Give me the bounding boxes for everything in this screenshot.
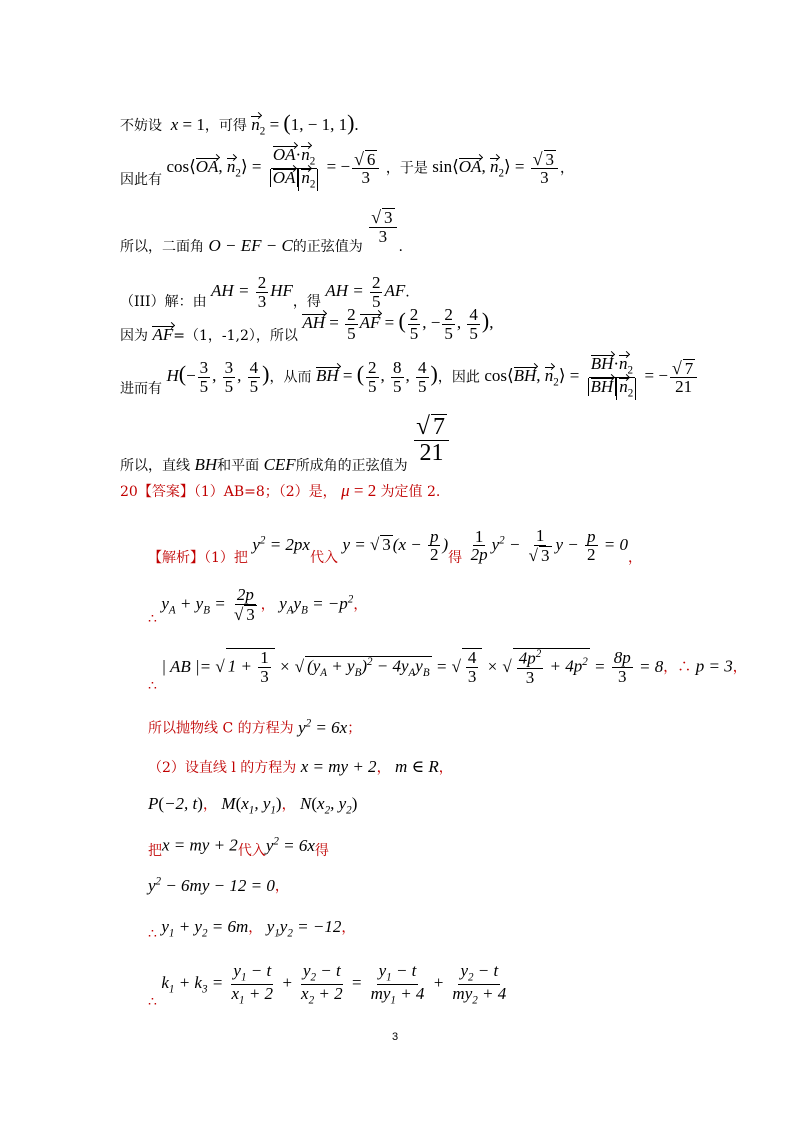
- math: $y^2 = 6x$: [265, 835, 315, 855]
- text: 把: [148, 842, 162, 859]
- math: $y^2 - 6my - 12 = 0$: [148, 875, 275, 895]
- line-h-point: [120, 355, 699, 400]
- line-dihedral-angle: 所以，二面角 O − EF − C的正弦值为 $\frac{√ 3}{3}$ .: [120, 207, 403, 255]
- math: O − EF − C: [208, 235, 293, 255]
- math: $\frac{√ 3}{3}$: [367, 216, 398, 235]
- math: x = my + 2: [162, 835, 238, 855]
- therefore-symbol: ∴: [148, 677, 157, 694]
- page-number: 3: [392, 1031, 399, 1043]
- text: 为定值 2.: [380, 484, 441, 500]
- math: BH = ( $\frac{2}{5}$ , $\frac{8}{5}$ , $\frac{4}{5}$ ): [315, 358, 438, 396]
- line-solution-1: 【解析】（1）把 $y^2 = 2px$代入 y = √ 3 (x − $\frac{p}{2}$ )得 $\frac{1}{2p}$ $y^2$ − $\frac{1}{√ 3}$ y − $\frac{p}{2}$ = 0，: [148, 526, 643, 566]
- math: p = 3: [695, 656, 733, 676]
- math: = 2: [349, 481, 381, 500]
- therefore-symbol: ∴: [148, 926, 157, 942]
- line-part3: （III）解：由 AH = $\frac{2}{3}$ HF，得 AH = $\frac{2}{5}$ AF.: [120, 273, 410, 311]
- line-slope-sum: [148, 961, 510, 1011]
- line-af-vector: [120, 306, 493, 343]
- text: 20【答案】（1）AB=8；（2）是，: [120, 484, 337, 500]
- therefore-symbol: ∴: [148, 610, 157, 627]
- text: 得: [448, 549, 463, 566]
- math: $n_2 = (1$, − 1, 1).: [251, 110, 359, 138]
- math: $N(x_2$, $y_2$): [300, 794, 358, 817]
- text: 所成角的正弦值为: [295, 457, 408, 474]
- line-ab-length: ∴ | AB |= √ 1 + $\frac{1}{3}$ × √ $(y_A + y_B)^2 - 4y_Ay_B$ = √ $\frac{4}{3}$ × √ $\frac{4p^2}{3}$ + $4p^2$ = $\frac{8p}{3}$ = 8，∴ p = 3，: [148, 648, 747, 694]
- text: 因此有: [120, 172, 162, 189]
- text: （III）解：由: [120, 294, 207, 311]
- math: $y^2 = 2px$: [252, 534, 310, 554]
- line-line-plane-angle: [120, 413, 451, 474]
- text: 代入: [237, 842, 266, 859]
- math: $y_1y_2 = -12$: [266, 917, 342, 940]
- text: 【解析】（1）把: [148, 549, 248, 566]
- line-line-l: （2）设直线 l 的方程为 x = my + 2， m ∈ R，: [148, 757, 453, 776]
- math: x: [166, 115, 179, 134]
- line-assume-x: [120, 112, 359, 137]
- math: x = my + 2: [300, 757, 377, 776]
- text: ，从而: [269, 369, 312, 386]
- text: ，于是: [385, 160, 428, 177]
- math: $y_A + y_B$ = $\frac{2p}{√ 3}$: [161, 585, 255, 624]
- math: $\frac{√ 7}{21}$: [412, 426, 451, 452]
- math: BH: [194, 454, 218, 474]
- math: AH = $\frac{2}{5}$ AF: [325, 273, 406, 311]
- text: （2）设直线 l 的方程为: [148, 760, 297, 776]
- therefore-symbol: ∴: [677, 659, 692, 676]
- text: 代入: [309, 549, 338, 566]
- text: 的正弦值为: [292, 238, 363, 255]
- line-parabola-equation: 所以抛物线 C 的方程为 $y^2 = 6x$；: [148, 717, 362, 737]
- text: 因为: [120, 328, 148, 345]
- text: ，因此: [437, 369, 480, 386]
- answer-header: [120, 482, 440, 499]
- line-vieta-1: ∴ $y_A + y_B$ = $\frac{2p}{√ 3}$ ， $y_Ay_B = -p^2$，: [148, 585, 368, 627]
- math: $y^2 = 6x$: [298, 717, 348, 737]
- math: $\frac{1}{2p}$ $y^2$ − $\frac{1}{√ 3}$ y − $\frac{p}{2}$ = 0: [470, 526, 629, 565]
- math: AH = $\frac{2}{5}$ AF = ( $\frac{2}{5}$ , − $\frac{2}{5}$ , $\frac{4}{5}$ ),: [302, 305, 494, 343]
- math: sin⟨OA, $n_2⟩$ = $\frac{√ 3}{3}$: [432, 157, 560, 176]
- math: $y_1 + y_2 = 6m$: [161, 917, 249, 940]
- line-substitute-2: [148, 835, 329, 859]
- text: 和平面: [217, 457, 260, 474]
- text: 进而有: [120, 381, 162, 398]
- math: P(−2, t): [148, 794, 203, 813]
- line-points: P(−2, t)， $M(x_1$, $y_1$)， $N(x_2$, $y_2$): [148, 794, 358, 817]
- text: ，可得: [204, 118, 247, 134]
- math: AH = $\frac{2}{3}$ HF: [211, 273, 293, 311]
- math: cos⟨BH, $n_2⟩$ = $\frac{BH\cdot n_2}{BH n_2}$ = − $\frac{√ 7}{21}$: [484, 366, 699, 385]
- math: m ∈ R: [395, 757, 439, 776]
- math: $y_Ay_B = -p^2$: [279, 593, 354, 617]
- math: y = √ 3 (x − $\frac{p}{2}$ ): [342, 526, 449, 565]
- text: 所以抛物线 C 的方程为: [148, 720, 294, 737]
- line-vieta-2: ∴ $y_1 + y_2 = 6m$， $y_1y_2 = -12$，: [148, 917, 356, 942]
- math: μ: [341, 481, 350, 500]
- text: 所以，直线: [120, 457, 190, 474]
- math: $M(x_1$, $y_1$): [221, 794, 282, 817]
- text: 所以，二面角: [120, 238, 204, 255]
- math: = 1: [178, 115, 205, 134]
- math: cos⟨OA, $n_2⟩$ = $\frac{OA\cdot n_2}{OA n_2}$ = − $\frac{√ 6}{3}$: [166, 157, 381, 176]
- text: 不妨设: [120, 118, 162, 134]
- math: CEF: [263, 454, 296, 474]
- therefore-symbol: ∴: [148, 994, 157, 1011]
- math: | AB |= √ 1 + $\frac{1}{3}$ × √ $(y_A + y_B)^2 - 4y_Ay_B$ = √ $\frac{4}{3}$ × √ $\frac{4p^2}{3}$ + $4p^2$ = $\frac{8p}{3}$ = 8: [161, 648, 664, 687]
- math: AF: [152, 325, 174, 345]
- line-quadratic-2: $y^2 - 6my - 12 = 0$，: [148, 875, 289, 895]
- text: 得: [314, 842, 329, 859]
- text: ，得: [292, 294, 321, 311]
- math: H(− $\frac{3}{5}$ , $\frac{3}{5}$ , $\frac{4}{5}$ ): [166, 358, 270, 396]
- line-cos-oa-n2: 因此有 cos⟨OA, $n_2⟩$ = $\frac{OA\cdot n_2}{OA n_2}$ = − $\frac{√ 6}{3}$ ，于是 sin⟨OA, $n_2⟩$ = $\frac{√ 3}{3}$ ，: [120, 145, 574, 191]
- text: =（1，-1,2），所以: [173, 328, 298, 345]
- math: $k_1 + k_3$ = $\frac{y_1 - t}{x_1 + 2}$ + $\frac{y_2 - t}{x_2 + 2}$ = $\frac{y_1 - t}{my_1 + 4}$ + $\frac{y_2 - t}{my_2 + 4}$: [161, 961, 507, 1007]
